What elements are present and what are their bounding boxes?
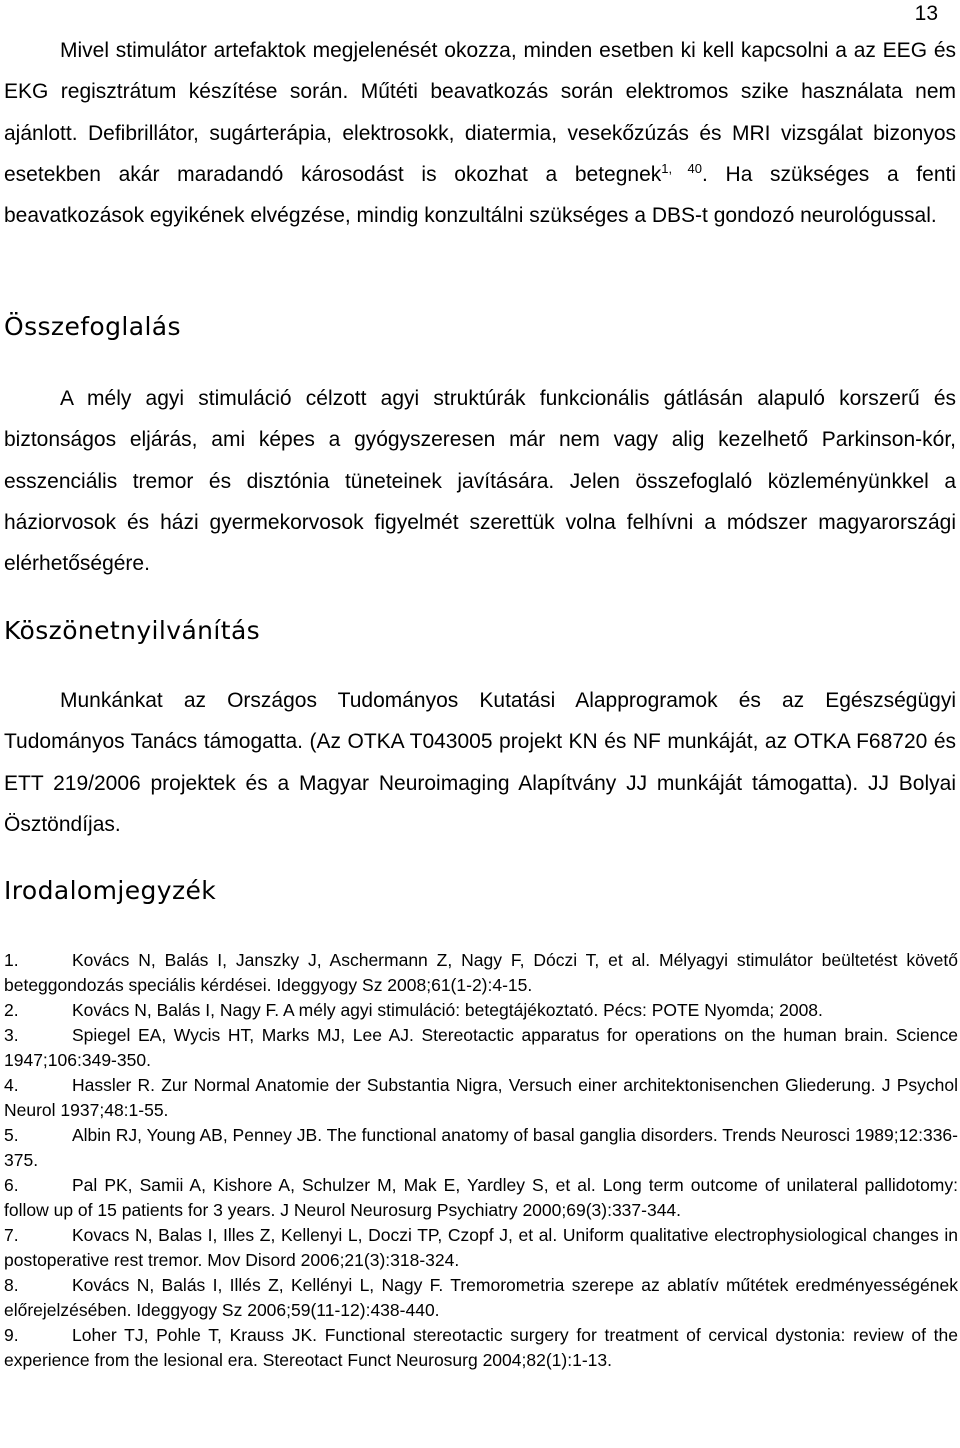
- reference-text: Kovács N, Balás I, Janszky J, Aschermann Z, Nagy F, Dóczi T, et al. Mélyagyi stimulátor beültetést követő beteggondozás speciális kérdései. Ideggyogy Sz 2008;61(1-2):4-15.: [4, 950, 958, 995]
- reference-number: 3.: [4, 1025, 19, 1045]
- reference-text: Kovács N, Balás I, Illés Z, Kellényi L, Nagy F. Tremorometria szerepe az ablatív műtétek eredményességének előrejelzésében. Ideggyogy Sz 2006;59(11-12):438-440.: [4, 1275, 958, 1320]
- reference-text: Hassler R. Zur Normal Anatomie der Substantia Nigra, Versuch einer architektonisenchen Gliederung. J Psychol Neurol 1937;48:1-55.: [4, 1075, 958, 1120]
- summary-paragraph: [4, 378, 956, 584]
- reference-item: [4, 1273, 958, 1323]
- reference-number: 7.: [4, 1225, 19, 1245]
- reference-list: [4, 948, 958, 1373]
- reference-number: 9.: [4, 1325, 19, 1345]
- references-heading: Irodalomjegyzék: [4, 876, 217, 905]
- reference-text: Loher TJ, Pohle T, Krauss JK. Functional stereotactic surgery for treatment of cervical dystonia: review of the experience from the lesional era. Stereotact Funct Neurosurg 2004;82(1):1-13.: [4, 1325, 958, 1370]
- reference-text: Albin RJ, Young AB, Penney JB. The functional anatomy of basal ganglia disorders. Trends Neurosci 1989;12:336-375.: [4, 1125, 958, 1170]
- reference-item: [4, 1073, 958, 1123]
- summary-heading: Összefoglalás: [4, 312, 181, 341]
- reference-number: 5.: [4, 1125, 19, 1145]
- reference-number: 4.: [4, 1075, 19, 1095]
- reference-number: 8.: [4, 1275, 19, 1295]
- reference-item: [4, 1223, 958, 1273]
- reference-text: Kovács N, Balás I, Nagy F. A mély agyi stimuláció: betegtájékoztató. Pécs: POTE Nyomda; 2008.: [72, 1000, 823, 1020]
- page-number: 13: [914, 2, 938, 25]
- citation-superscript: 1, 40: [661, 160, 703, 176]
- summary-text: A mély agyi stimuláció célzott agyi struktúrák funkcionális gátlásán alapuló korszerű és biztonságos eljárás, ami képes a gyógyszeresen már nem vagy alig kezelhető Parkinson-kór, esszenciális tremor és disztónia tüneteinek javítására. Jelen összefoglaló közleményünkkel a háziorvosok és házi gyermekorvosok figyelmét szerettük volna felhívni a módszer magyarországi elérhetőségére.: [4, 387, 956, 576]
- reference-item: [4, 1173, 958, 1223]
- acknowledgement-heading: Köszönetnyilvánítás: [4, 616, 261, 645]
- reference-text: Kovacs N, Balas I, Illes Z, Kellenyi L, Doczi TP, Czopf J, et al. Uniform qualitative electrophysiological changes in postoperative rest tremor. Mov Disord 2006;21(3):318-324.: [4, 1225, 958, 1270]
- reference-item: [4, 948, 958, 998]
- acknowledgement-paragraph: [4, 680, 956, 845]
- reference-item: [4, 998, 958, 1023]
- acknowledgement-text: Munkánkat az Országos Tudományos Kutatási Alapprogramok és az Egészségügyi Tudományos Tanács támogatta. (Az OTKA T043005 projekt KN és NF munkáját, az OTKA F68720 és ETT 219/2006 projektek és a Magyar Neuroimaging Alapítvány JJ munkáját támogatta). JJ Bolyai Ösztöndíjas.: [4, 689, 956, 836]
- intro-text-continued: . Ha szükséges a fenti beavatkozások egyikének elvégzése, mindig konzultálni szükséges a DBS-t gondozó neurológussal.: [4, 162, 957, 228]
- reference-text: Pal PK, Samii A, Kishore A, Schulzer M, Mak E, Yardley S, et al. Long term outcome of unilateral pallidotomy: follow up of 15 patients for 3 years. J Neurol Neurosurg Psychiatry 2000;69(3):337-344.: [4, 1175, 958, 1220]
- reference-item: [4, 1123, 958, 1173]
- reference-item: [4, 1023, 958, 1073]
- intro-text: Mivel stimulátor artefaktok megjelenését okozza, minden esetben ki kell kapcsolni a az EEG és EKG regisztrátum készítése során. Műtéti beavatkozás során elektromos szike használata nem ajánlott. Defibrillátor, sugárterápia, elektrosokk, diatermia, vesekőzúzás és MRI vizsgálat bizonyos esetekben akár maradandó károsodást is okozhat a betegnek: [4, 39, 956, 186]
- reference-number: 1.: [4, 950, 19, 970]
- intro-paragraph: [4, 30, 956, 236]
- reference-number: 2.: [4, 1000, 19, 1020]
- reference-item: [4, 1323, 958, 1373]
- reference-number: 6.: [4, 1175, 19, 1195]
- reference-text: Spiegel EA, Wycis HT, Marks MJ, Lee AJ. Stereotactic apparatus for operations on the human brain. Science 1947;106:349-350.: [4, 1025, 958, 1070]
